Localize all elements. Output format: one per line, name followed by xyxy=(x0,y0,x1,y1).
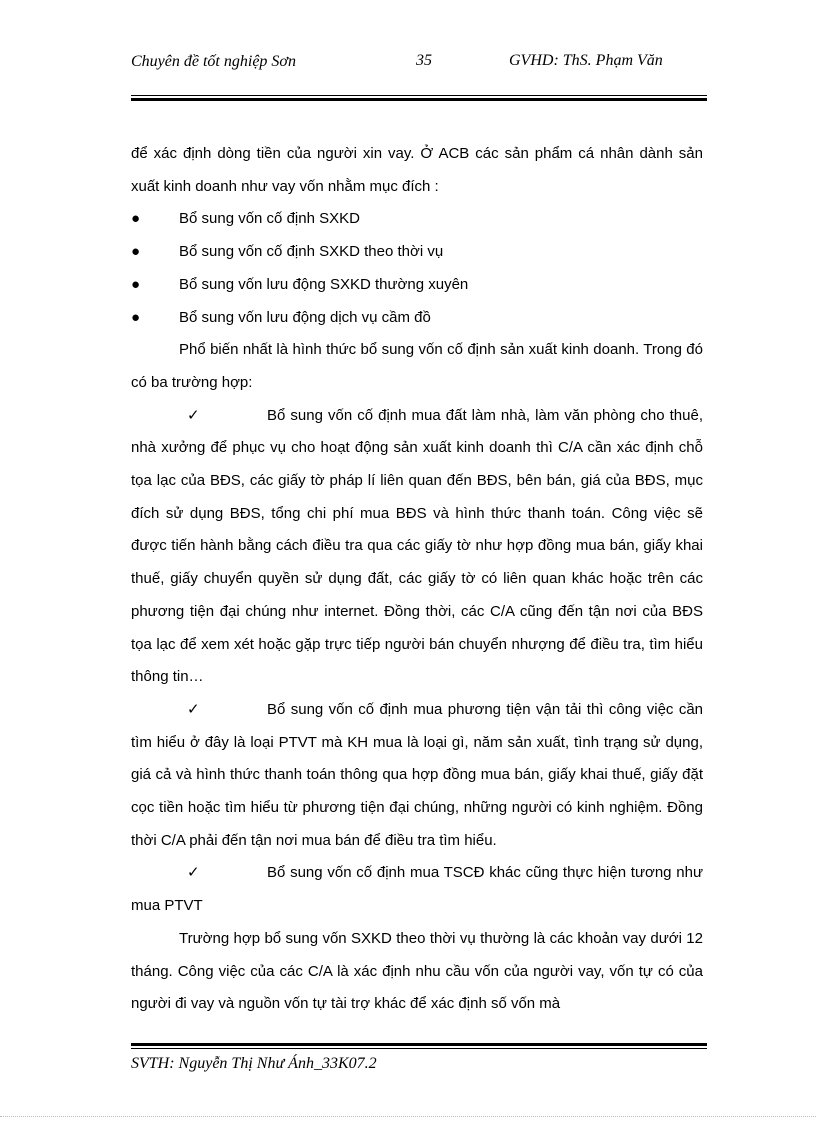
header-supervisor: GVHD: ThS. Phạm Văn xyxy=(509,52,663,69)
list-item xyxy=(131,269,703,302)
checklist-item-text: Bổ sung vốn cố định mua TSCĐ khác cũng thực hiện tương như mua PTVT xyxy=(131,864,703,915)
list-item xyxy=(131,302,703,335)
checkmark-icon: ✓ xyxy=(187,406,200,424)
paragraph-seasonal: Trường hợp bổ sung vốn SXKD theo thời vụ thường là các khoản vay dưới 12 tháng. Công việc của các C/A là xác định nhu cầu vốn của người vay, vốn tự có của người đi vay và nguồn vốn tự tài trợ khác để xác định số vốn mà xyxy=(131,929,703,1013)
checklist-item-text: Bổ sung vốn cố định mua phương tiện vận tải thì công việc cần tìm hiểu ở đây là loại PTVT mà KH mua là loại gì, năm sản xuất, tình trạng sử dụng, giá cả và hình thức thanh toán thông qua hợp đồng mua bán, giấy khai thuế, giấy đặt cọc tiền hoặc tìm hiểu từ phương tiện đại chúng, những người có kinh nghiệm. Đồng thời C/A phải đến tận nơi mua bán để điều tra tìm hiểu. xyxy=(131,700,703,849)
checklist-item-land xyxy=(131,400,703,694)
page-body xyxy=(131,138,703,1021)
header-rule-thick xyxy=(131,98,707,101)
paragraph-common-form: Phổ biến nhất là hình thức bổ sung vốn cố định sản xuất kinh doanh. Trong đó có ba trường hợp: xyxy=(131,341,703,391)
header-document-title: Chuyên đề tốt nghiệp Sơn xyxy=(131,53,296,70)
list-item-text: Bổ sung vốn lưu động dịch vụ cầm đồ xyxy=(179,308,431,326)
purpose-list xyxy=(131,203,703,334)
bullet-icon: ● xyxy=(131,243,141,261)
checklist-item-other-assets xyxy=(131,857,703,922)
page-number: 35 xyxy=(416,52,432,69)
checklist-item-vehicle xyxy=(131,694,703,858)
checkmark-icon: ✓ xyxy=(187,700,200,718)
list-item-text: Bổ sung vốn cố định SXKD xyxy=(179,210,360,228)
footer-rule-thick xyxy=(131,1043,707,1046)
list-item xyxy=(131,203,703,236)
checkmark-icon: ✓ xyxy=(187,864,200,882)
list-item-text: Bổ sung vốn lưu động SXKD thường xuyên xyxy=(179,275,469,293)
bullet-icon: ● xyxy=(131,308,141,326)
list-item xyxy=(131,236,703,269)
checklist-item-text: Bổ sung vốn cố định mua đất làm nhà, làm văn phòng cho thuê, nhà xưởng để phục vụ cho hoạt động sản xuất kinh doanh thì C/A cần xác định chỗ tọa lạc của BĐS, các giấy tờ pháp lí liên quan đến BĐS, bên bán, giá của BĐS, mục đích sử dụng BĐS, tổng chi phí mua BĐS và hình thức thanh toán. Công việc sẽ được tiến hành bằng cách điều tra qua các giấy tờ như hợp đồng mua bán, giấy khai thuế, giấy chuyển quyền sử dụng đất, các giấy tờ có liên quan khác hoặc trên các phương tiện đại chúng như internet. Đồng thời, các C/A cũng đến tận nơi của BĐS tọa lạc để xem xét hoặc gặp trực tiếp người bán chuyển nhượng để điều tra, tìm hiểu thông tin… xyxy=(131,406,703,686)
header-rule-thin xyxy=(131,95,707,96)
intro-paragraph: để xác định dòng tiền của người xin vay. Ở ACB các sản phẩm cá nhân dành sản xuất kinh doanh như vay vốn nhằm mục đích : xyxy=(131,145,703,195)
bullet-icon: ● xyxy=(131,275,141,293)
page-break-line xyxy=(0,1116,816,1117)
list-item-text: Bổ sung vốn cố định SXKD theo thời vụ xyxy=(179,243,444,261)
footer-rule-thin xyxy=(131,1048,707,1049)
page-footer: SVTH: Nguyễn Thị Như Ánh_33K07.2 xyxy=(131,1055,377,1072)
bullet-icon: ● xyxy=(131,210,141,228)
